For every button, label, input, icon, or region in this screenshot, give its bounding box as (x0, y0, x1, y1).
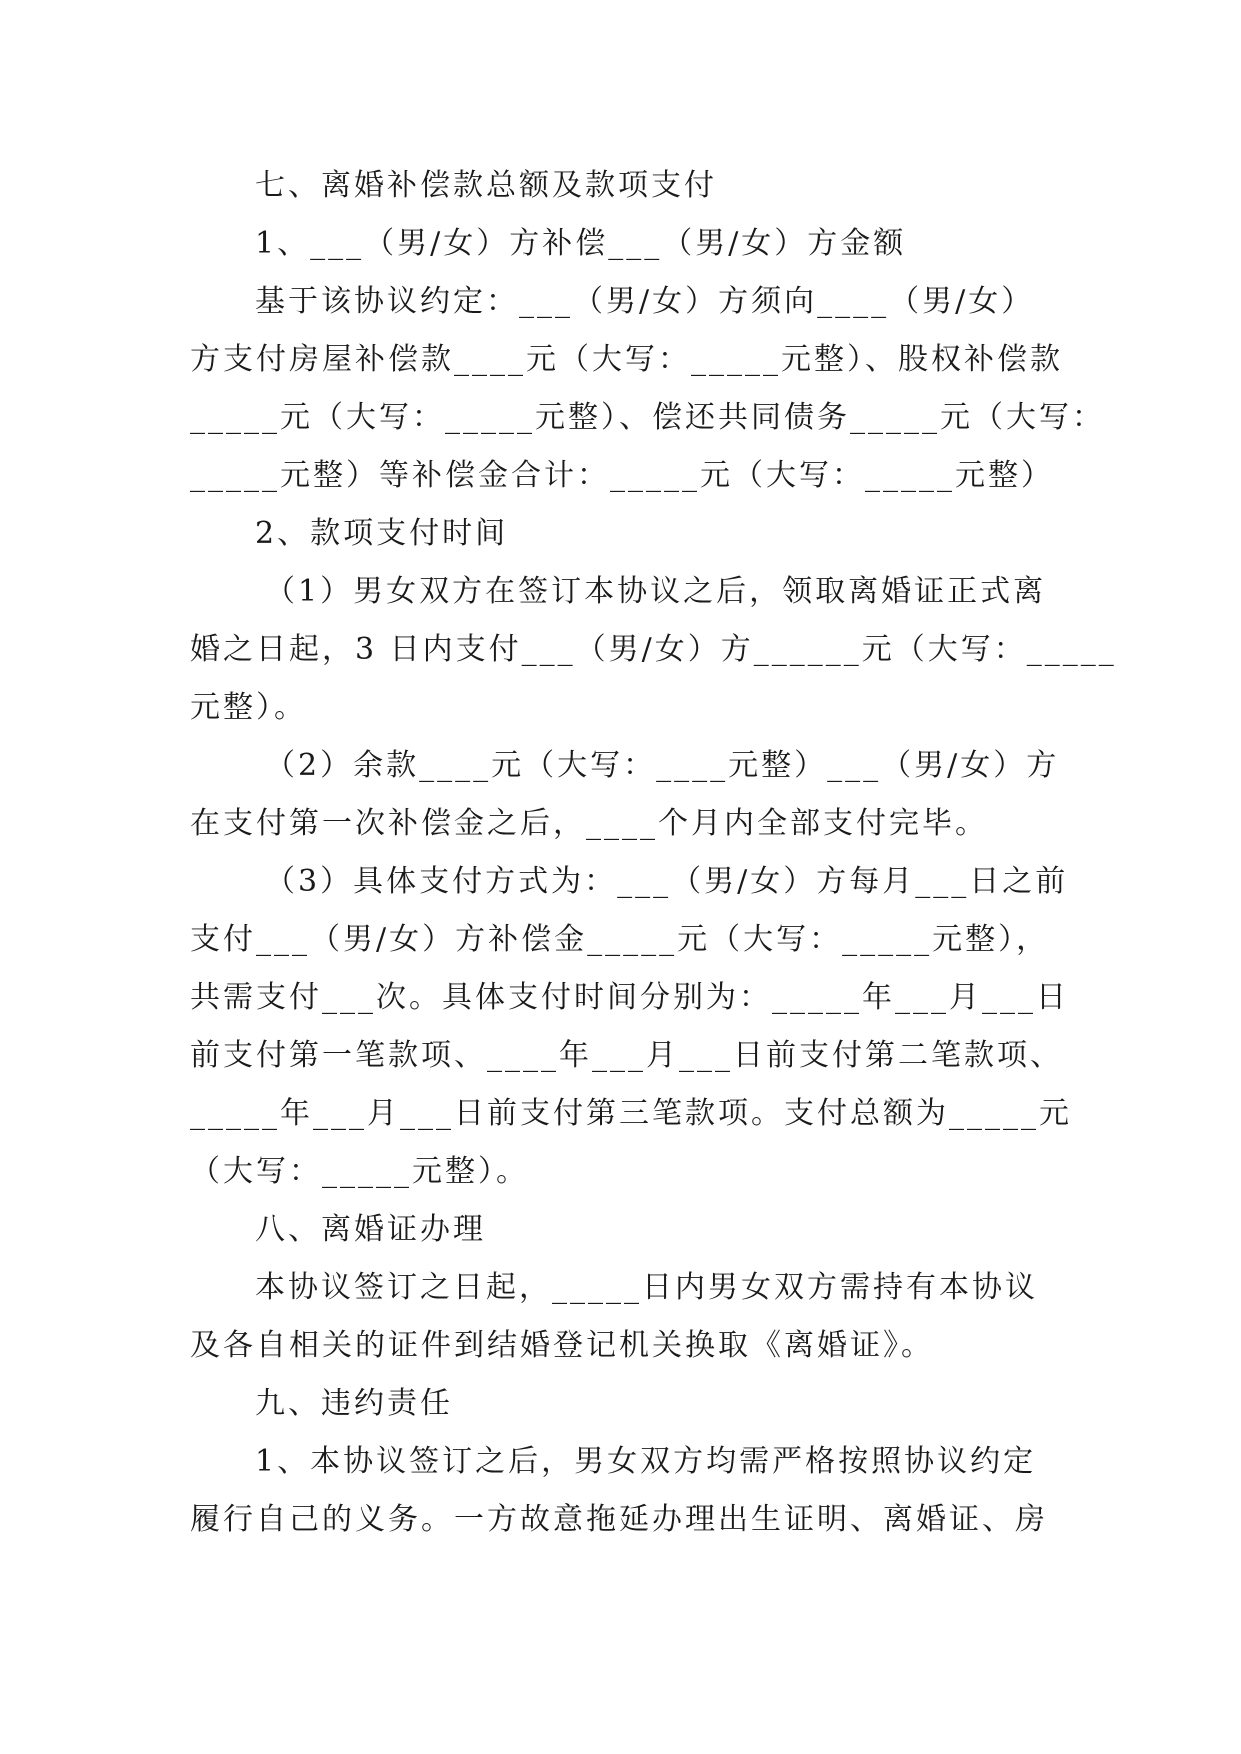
paragraph-line: （1）男女双方在签订本协议之后，领取离婚证正式离 (265, 574, 1047, 609)
paragraph-line: 元整）。 (190, 690, 307, 725)
subheading-payment-time: 2、款项支付时间 (255, 516, 509, 551)
paragraph-line: 前支付第一笔款项、____年___月___日前支付第二笔款项、 (190, 1038, 1063, 1073)
paragraph-line: _____元整）等补偿金合计：_____元（大写：_____元整） (190, 458, 1054, 493)
section-heading-divorce-certificate: 八、离婚证办理 (255, 1212, 486, 1247)
paragraph-line: 及各自相关的证件到结婚登记机关换取《离婚证》。 (190, 1328, 934, 1363)
section-heading-breach-liability: 九、违约责任 (255, 1386, 453, 1421)
paragraph-line: _____年___月___日前支付第三笔款项。支付总额为_____元 (190, 1096, 1072, 1131)
paragraph-line: 1、___（男/女）方补偿___（男/女）方金额 (255, 226, 907, 261)
paragraph-line: （3）具体支付方式为：___（男/女）方每月___日之前 (265, 864, 1069, 899)
paragraph-line: 婚之日起，3 日内支付___（男/女）方______元（大写：_____ (190, 632, 1117, 667)
paragraph-line: 基于该协议约定：___（男/女）方须向____（男/女） (255, 284, 1035, 319)
paragraph-line: 履行自己的义务。一方故意拖延办理出生证明、离婚证、房 (190, 1502, 1048, 1537)
paragraph-line: 方支付房屋补偿款____元（大写：_____元整）、股权补偿款 (190, 342, 1063, 377)
paragraph-line: （2）余款____元（大写：____元整）___（男/女）方 (265, 748, 1060, 783)
paragraph-line: 本协议签订之日起，_____日内男女双方需持有本协议 (255, 1270, 1038, 1305)
paragraph-line: 支付___（男/女）方补偿金_____元（大写：_____元整）， (190, 922, 1050, 957)
section-heading-compensation: 七、离婚补偿款总额及款项支付 (255, 168, 717, 203)
paragraph-line: 1、本协议签订之后，男女双方均需严格按照协议约定 (255, 1444, 1037, 1479)
paragraph-line: （大写：_____元整）。 (190, 1154, 529, 1189)
paragraph-line: _____元（大写：_____元整）、偿还共同债务_____元（大写： (190, 400, 1105, 435)
paragraph-line: 共需支付___次。具体支付时间分别为：_____年___月___日 (190, 980, 1069, 1015)
paragraph-line: 在支付第一次补偿金之后，____个月内全部支付完毕。 (190, 806, 988, 841)
